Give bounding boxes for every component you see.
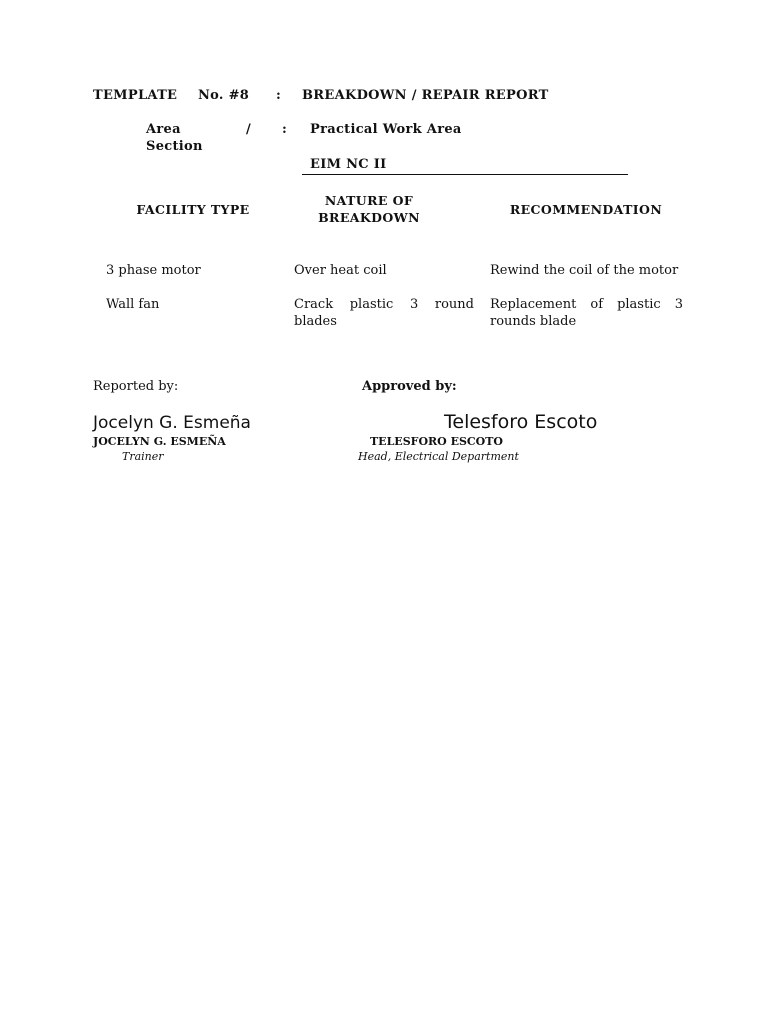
row2-facility: Wall fan <box>106 297 160 312</box>
report-title: BREAKDOWN / REPAIR REPORT <box>302 88 549 103</box>
row1-facility: 3 phase motor <box>106 263 201 278</box>
approver-printed-name: TELESFORO ESCOTO <box>370 435 504 448</box>
reporter-printed-name: JOCELYN G. ESMEÑA <box>93 435 226 448</box>
section-label: Section <box>146 139 203 154</box>
section-underline <box>302 174 628 175</box>
template-number: No. #8 <box>198 88 250 103</box>
area-label: Area <box>146 122 181 137</box>
row1-nature: Over heat coil <box>294 263 387 278</box>
header-nature-of-breakdown: NATURE OF BREAKDOWN <box>318 193 420 225</box>
approver-signature: Telesforo Escoto <box>444 411 598 433</box>
header-colon: : <box>276 88 282 103</box>
row2-recommendation: Replacement of plastic 3 rounds blade <box>490 297 683 329</box>
template-label: TEMPLATE <box>93 88 178 103</box>
row1-recommendation: Rewind the coil of the motor <box>490 263 679 278</box>
reporter-signature: Jocelyn G. Esmeña <box>93 413 251 433</box>
header-recommendation: RECOMMENDATION <box>509 202 663 217</box>
area-slash: / <box>246 122 252 137</box>
approved-by-label: Approved by: <box>362 379 457 394</box>
area-value: Practical Work Area <box>310 122 462 137</box>
header-facility-type: FACILITY TYPE <box>136 202 250 217</box>
row2-nature: Crack plastic 3 round blades <box>294 297 474 329</box>
reporter-title: Trainer <box>122 450 164 463</box>
section-value: EIM NC II <box>310 157 387 172</box>
reported-by-label: Reported by: <box>93 379 179 394</box>
area-colon: : <box>282 122 288 137</box>
approver-title: Head, Electrical Department <box>358 450 519 463</box>
